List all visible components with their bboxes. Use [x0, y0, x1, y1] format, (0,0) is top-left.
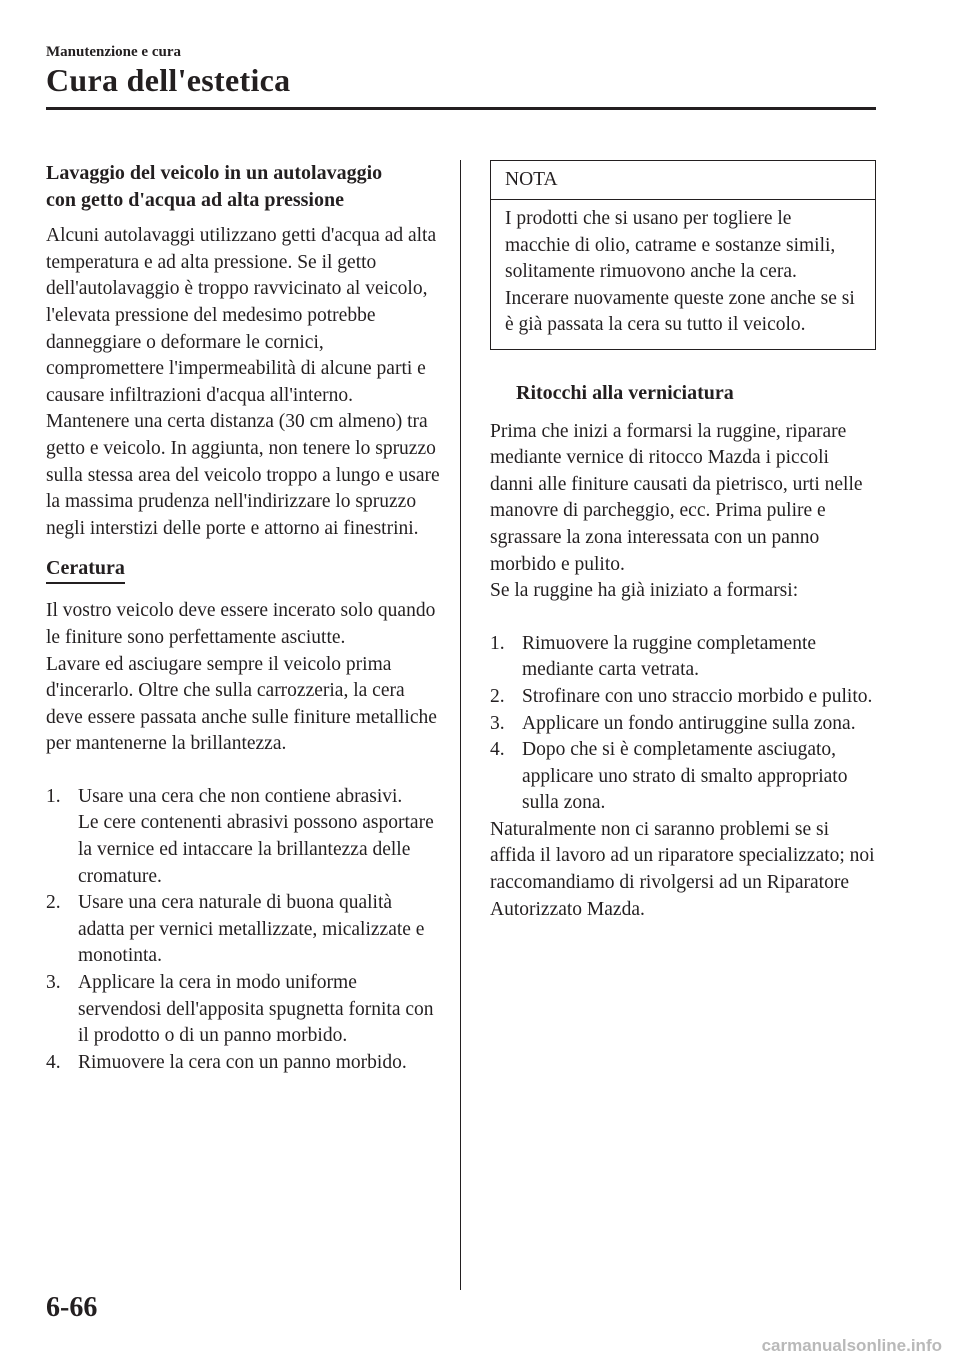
- wax-steps-list: [46, 784, 441, 1077]
- wax-intro-paragraph-1: Il vostro veicolo deve essere incerato solo quando le finiture sono perfettamente asciutte.: [46, 600, 436, 648]
- list-item: [46, 890, 441, 970]
- header-rule: [46, 107, 876, 110]
- wash-heading: [46, 160, 441, 213]
- section-label: Manutenzione e cura: [46, 44, 181, 60]
- left-column: [46, 160, 441, 1076]
- step-text: Rimuovere la cera con un panno morbido.: [78, 1051, 407, 1073]
- wash-paragraph: Alcuni autolavaggi utilizzano getti d'acqua ad alta temperatura e ad alta pressione. Se il getto dell'autolavaggio è troppo ravvicinato al veicolo, l'elevata pressione del medesimo potrebbe danneggiare o deformare le cornici, compromettere l'impermeabilità di alcune parti e causare infiltrazioni d'acqua all'interno. Mantenere una certa distanza (30 cm almeno) tra getto e veicolo. In aggiunta, non tenere lo spruzzo sulla stessa area del veicolo troppo a lungo e usare la massima prudenza nell'indirizzare lo spruzzo negli interstizi delle porte e attorno ai finestrini.: [46, 225, 440, 539]
- note-box: [490, 160, 876, 350]
- right-column: [490, 160, 876, 923]
- wax-intro-paragraph-2: Lavare ed asciugare sempre il veicolo prima d'incerarlo. Oltre che sulla carrozzeria, la cera deve essere passata anche sulle finiture metalliche per mantenerne la brillantezza.: [46, 653, 437, 755]
- note-text: I prodotti che si usano per togliere le macchie di olio, catrame e sostanze simili, solitamente rimuovono anche la cera. Incerare nuovamente queste zone anche se si è già passata la cera su tutto il veicolo.: [505, 208, 855, 336]
- watermark: carmanualsonline.info: [761, 1336, 942, 1355]
- column-divider: [460, 160, 461, 1290]
- touchup-steps-list: [490, 631, 876, 817]
- list-item: [46, 784, 441, 890]
- step-number: 2.: [490, 685, 505, 707]
- step-number: 1.: [46, 785, 61, 807]
- wash-heading-line-1: Lavaggio del veicolo in un autolavaggio: [46, 162, 383, 184]
- step-text: Strofinare con uno straccio morbido e pulito.: [522, 685, 873, 707]
- step-text: Rimuovere la ruggine completamente mediante carta vetrata.: [522, 632, 817, 681]
- list-item: [490, 684, 876, 711]
- note-title: NOTA: [491, 161, 875, 200]
- wash-heading-line-2: con getto d'acqua ad alta pressione: [46, 188, 344, 211]
- list-item: [490, 737, 876, 817]
- wax-heading: Ceratura: [46, 556, 125, 584]
- touchup-closing-paragraph: Naturalmente non ci saranno problemi se si affida il lavoro ad un riparatore specializzato; noi raccomandiamo di rivolgersi ad un Riparatore Autorizzato Mazda.: [490, 818, 875, 920]
- step-number: 4.: [490, 739, 505, 761]
- step-number: 4.: [46, 1051, 61, 1073]
- step-number: 1.: [490, 632, 505, 654]
- list-item: [46, 970, 441, 1050]
- step-number: 3.: [490, 712, 505, 734]
- step-text: Applicare un fondo antiruggine sulla zona.: [522, 712, 856, 734]
- list-item: [490, 711, 876, 738]
- step-number: 3.: [46, 972, 61, 994]
- step-number: 2.: [46, 892, 61, 914]
- page-number: 6-66: [46, 1292, 98, 1323]
- touchup-paragraph-2: Se la ruggine ha già iniziato a formarsi:: [490, 580, 799, 602]
- touchup-heading: Ritocchi alla verniciatura: [516, 381, 734, 404]
- list-item: [46, 1050, 441, 1077]
- page-title: Cura dell'estetica: [46, 62, 291, 98]
- step-text: Usare una cera che non contiene abrasivi.: [78, 785, 403, 807]
- step-extra-text: Le cere contenenti abrasivi possono asportare la vernice ed intaccare la brillantezza delle cromature.: [78, 812, 434, 887]
- step-text: Usare una cera naturale di buona qualità adatta per vernici metallizzate, micalizzate e monotinta.: [78, 892, 425, 967]
- touchup-paragraph-1: Prima che inizi a formarsi la ruggine, riparare mediante vernice di ritocco Mazda i piccoli danni alle finiture causati da pietrisco, urti nelle manovre di parcheggio, ecc. Prima pulire e sgrassare la zona interessata con un panno morbido e pulito.: [490, 420, 863, 575]
- step-text: Applicare la cera in modo uniforme servendosi dell'apposita spugnetta fornita con il prodotto o di un panno morbido.: [78, 972, 434, 1047]
- step-text: Dopo che si è completamente asciugato, applicare uno strato di smalto appropriato sulla zona.: [522, 739, 848, 814]
- list-item: [490, 631, 876, 684]
